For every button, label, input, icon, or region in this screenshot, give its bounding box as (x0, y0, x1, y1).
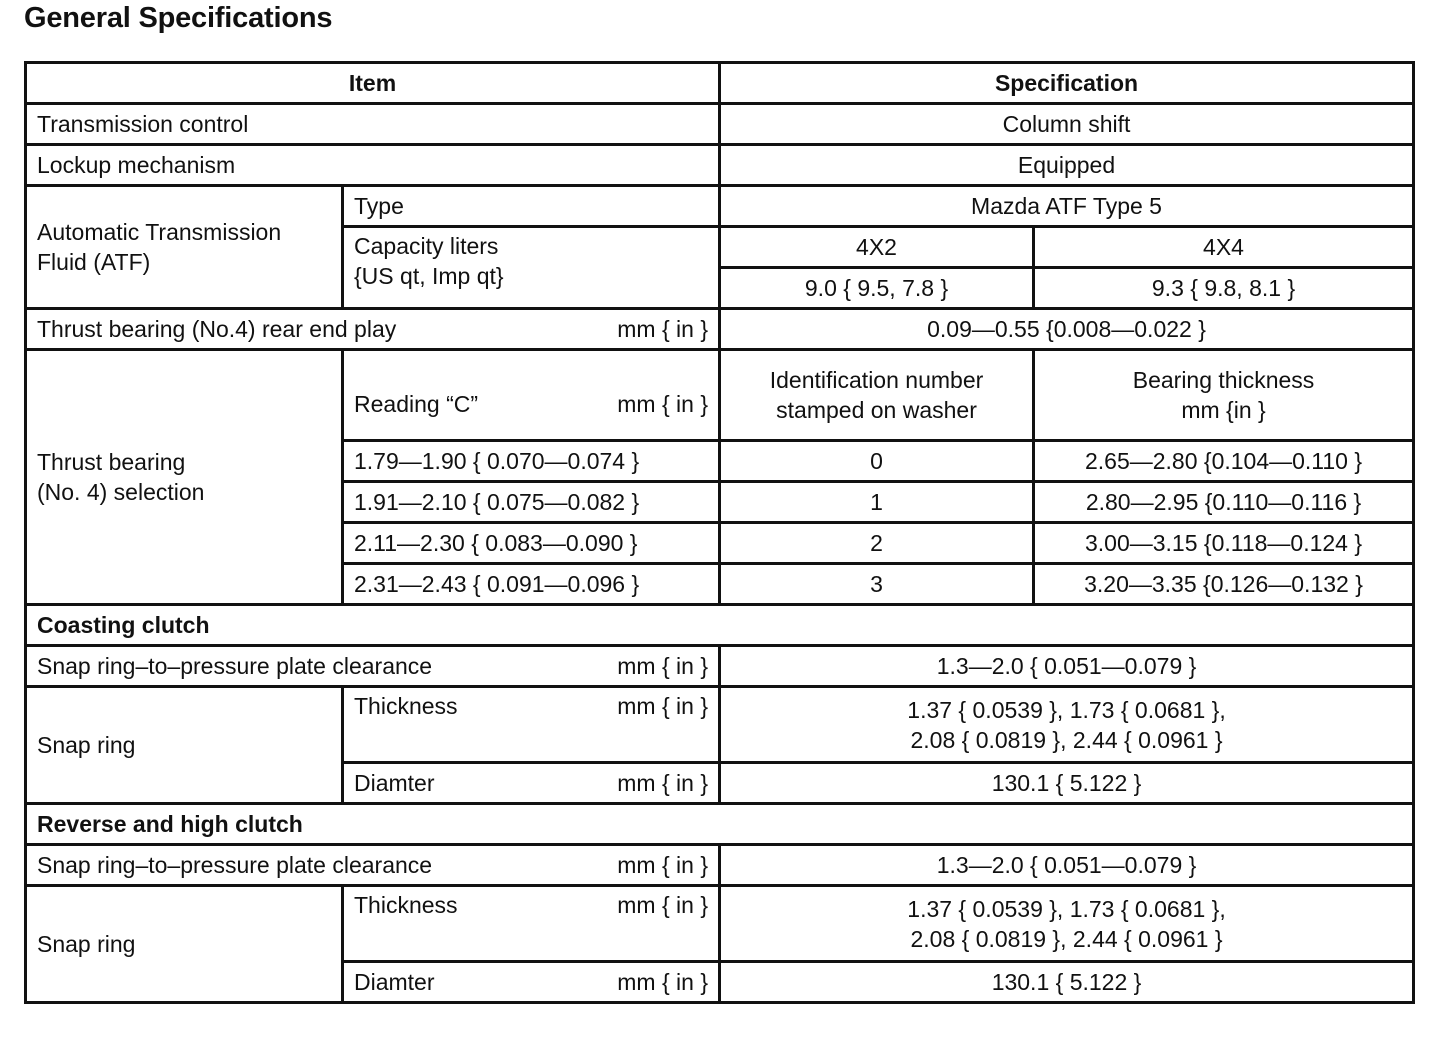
atf-capacity-label (343, 227, 720, 309)
reverse-thickness-line1: 1.37 { 0.0539 }, 1.73 { 0.0681 }, (907, 895, 1226, 922)
selection-label (26, 350, 343, 605)
spec-table (24, 61, 1415, 1004)
coasting-clearance-unit: mm { in } (617, 653, 709, 679)
selection-id: 0 (720, 441, 1034, 482)
selection-label-line1: Thrust bearing (37, 449, 186, 475)
selection-reading: 1.79—1.90 { 0.070—0.074 } (343, 441, 720, 482)
lockup-value: Equipped (720, 145, 1414, 186)
coasting-thickness-line2: 2.08 { 0.0819 }, 2.44 { 0.0961 } (910, 726, 1223, 753)
atf-label (26, 186, 343, 309)
atf-type-value: Mazda ATF Type 5 (720, 186, 1414, 227)
selection-label-line2: (No. 4) selection (37, 479, 205, 505)
thickness-header (1034, 350, 1414, 441)
thickness-header-line1: Bearing thickness (1132, 367, 1315, 393)
header-row (26, 63, 1414, 104)
table-row (26, 845, 1414, 886)
selection-thickness: 2.80—2.95 {0.110—0.116 } (1034, 482, 1414, 523)
endplay-cell (26, 309, 720, 350)
reverse-thickness-cell (343, 886, 720, 962)
reverse-diameter-value: 130.1 { 5.122 } (720, 962, 1414, 1003)
table-row (26, 886, 1414, 962)
header-item: Item (26, 63, 720, 104)
reverse-clearance-label: Snap ring–to–pressure plate clearance (37, 852, 433, 878)
coasting-thickness-label: Thickness (354, 693, 458, 719)
coasting-thickness-cell (343, 687, 720, 763)
selection-thickness: 3.00—3.15 {0.118—0.124 } (1034, 523, 1414, 564)
selection-thickness: 3.20—3.35 {0.126—0.132 } (1034, 564, 1414, 605)
table-row (26, 104, 1414, 145)
atf-col-4x2: 4X2 (720, 227, 1034, 268)
atf-label-line2: Fluid (ATF) (37, 249, 151, 275)
endplay-label: Thrust bearing (No.4) rear end play (37, 316, 397, 342)
coasting-section-title: Coasting clutch (26, 605, 1414, 646)
selection-thickness: 2.65—2.80 {0.104—0.110 } (1034, 441, 1414, 482)
selection-id: 1 (720, 482, 1034, 523)
reverse-thickness-label: Thickness (354, 892, 458, 918)
coasting-clearance-label: Snap ring–to–pressure plate clearance (37, 653, 433, 679)
reading-label: Reading “C” (354, 391, 478, 417)
atf-val-4x4: 9.3 { 9.8, 8.1 } (1034, 268, 1414, 309)
reverse-clearance-value: 1.3—2.0 { 0.051—0.079 } (720, 845, 1414, 886)
coasting-thickness-value (720, 687, 1414, 763)
reverse-clearance-unit: mm { in } (617, 852, 709, 878)
table-row (26, 186, 1414, 227)
reverse-diameter-label: Diamter (354, 969, 435, 995)
transmission-control-label: Transmission control (26, 104, 720, 145)
reverse-snap-ring-label: Snap ring (26, 886, 343, 1003)
section-row (26, 605, 1414, 646)
reverse-clearance-cell (26, 845, 720, 886)
atf-capacity-line2: {US qt, Imp qt} (354, 263, 504, 289)
coasting-snap-ring-label: Snap ring (26, 687, 343, 804)
coasting-clearance-cell (26, 646, 720, 687)
coasting-thickness-unit: mm { in } (617, 693, 709, 719)
coasting-thickness-line1: 1.37 { 0.0539 }, 1.73 { 0.0681 }, (907, 696, 1226, 723)
coasting-clearance-value: 1.3—2.0 { 0.051—0.079 } (720, 646, 1414, 687)
reading-unit: mm { in } (617, 391, 709, 417)
reverse-section-title: Reverse and high clutch (26, 804, 1414, 845)
selection-reading: 2.31—2.43 { 0.091—0.096 } (343, 564, 720, 605)
coasting-diameter-label: Diamter (354, 770, 435, 796)
coasting-diameter-value: 130.1 { 5.122 } (720, 763, 1414, 804)
id-header-line1: Identification number (769, 367, 984, 393)
header-specification: Specification (720, 63, 1414, 104)
table-row (26, 145, 1414, 186)
selection-id: 2 (720, 523, 1034, 564)
coasting-diameter-cell (343, 763, 720, 804)
coasting-diameter-unit: mm { in } (617, 770, 709, 796)
atf-col-4x4: 4X4 (1034, 227, 1414, 268)
table-row (26, 350, 1414, 441)
reading-header (343, 350, 720, 441)
endplay-value: 0.09—0.55 {0.008—0.022 } (720, 309, 1414, 350)
id-header (720, 350, 1034, 441)
table-row (26, 309, 1414, 350)
reverse-diameter-unit: mm { in } (617, 969, 709, 995)
selection-id: 3 (720, 564, 1034, 605)
reverse-thickness-line2: 2.08 { 0.0819 }, 2.44 { 0.0961 } (910, 925, 1223, 952)
table-row (26, 646, 1414, 687)
transmission-control-value: Column shift (720, 104, 1414, 145)
thickness-header-line2: mm {in } (1181, 397, 1266, 423)
reverse-thickness-value (720, 886, 1414, 962)
reverse-thickness-unit: mm { in } (617, 892, 709, 918)
atf-label-line1: Automatic Transmission (37, 219, 282, 245)
selection-reading: 2.11—2.30 { 0.083—0.090 } (343, 523, 720, 564)
atf-capacity-line1: Capacity liters (354, 233, 499, 259)
page-title: General Specifications (24, 2, 333, 34)
endplay-unit: mm { in } (617, 316, 709, 342)
id-header-line2: stamped on washer (776, 397, 977, 423)
table-row (26, 687, 1414, 763)
lockup-label: Lockup mechanism (26, 145, 720, 186)
atf-type-label: Type (343, 186, 720, 227)
atf-val-4x2: 9.0 { 9.5, 7.8 } (720, 268, 1034, 309)
section-row (26, 804, 1414, 845)
selection-reading: 1.91—2.10 { 0.075—0.082 } (343, 482, 720, 523)
reverse-diameter-cell (343, 962, 720, 1003)
